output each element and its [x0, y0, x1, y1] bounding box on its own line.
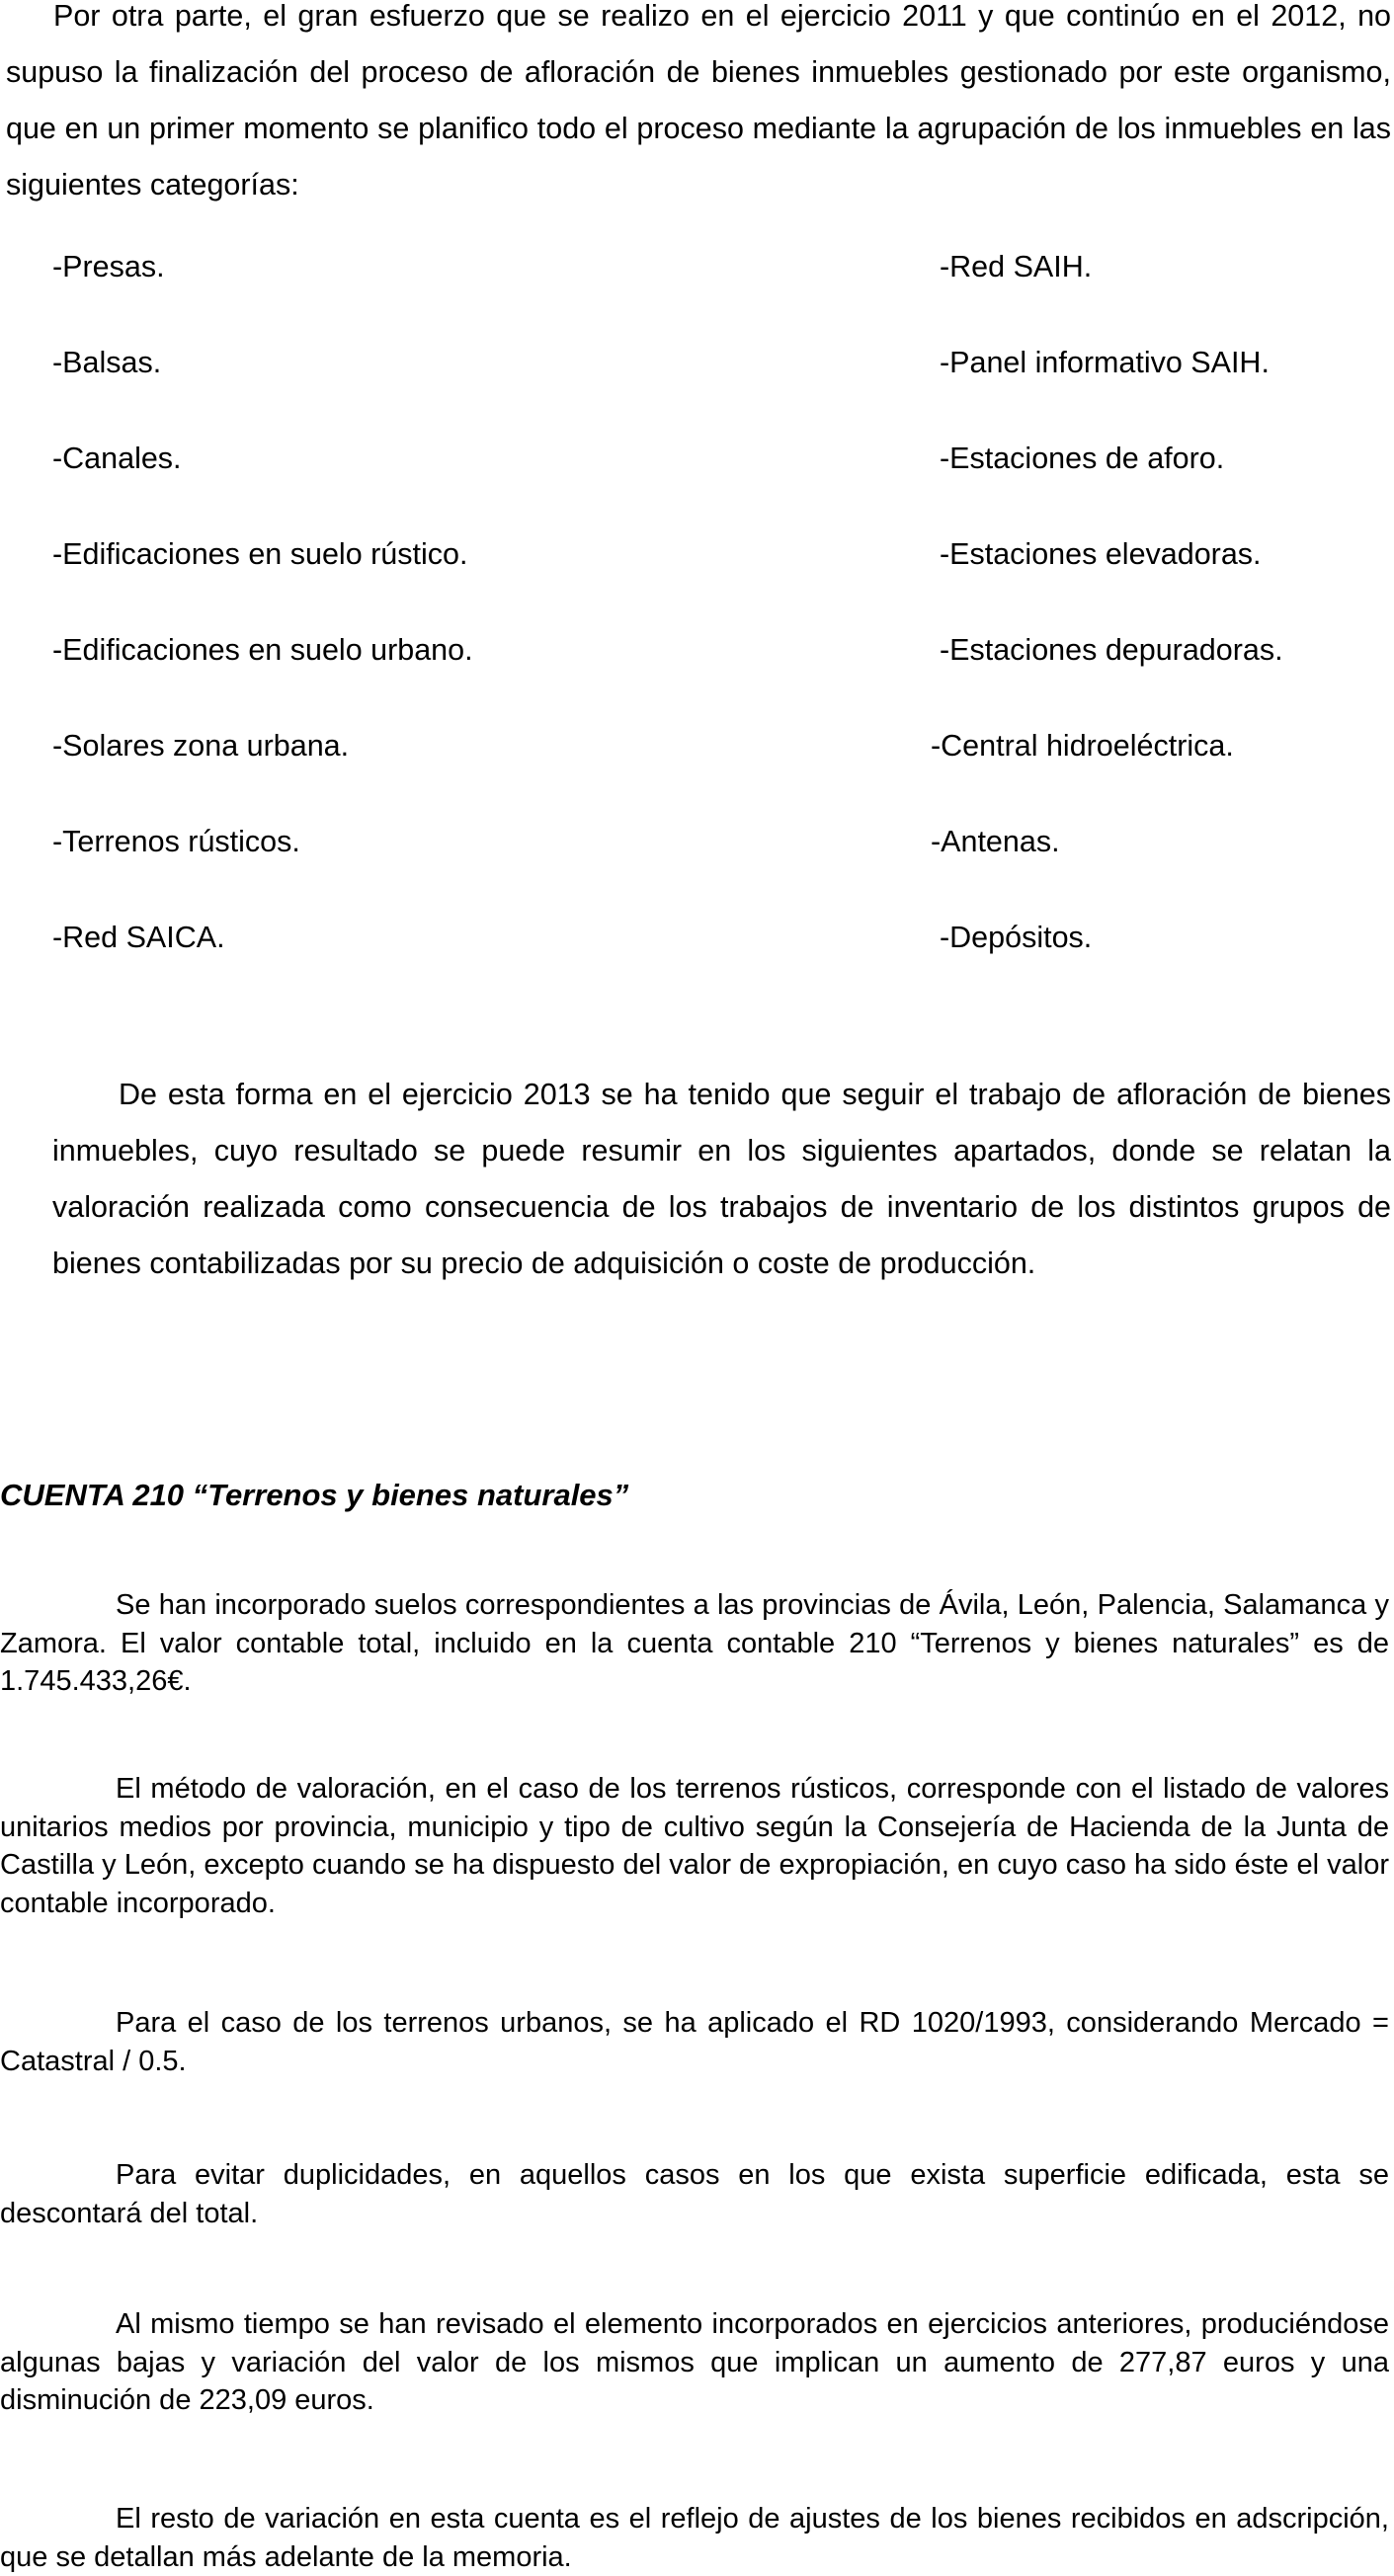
category-item-canales: -Canales.	[52, 442, 182, 475]
category-item-red-saica: -Red SAICA.	[52, 921, 225, 954]
category-item-antenas: -Antenas.	[931, 825, 1060, 858]
category-item-balsas: -Balsas.	[52, 346, 162, 379]
category-item-estaciones-elevadoras: -Estaciones elevadoras.	[940, 537, 1262, 571]
category-item-terrenos-rusticos: -Terrenos rústicos.	[52, 825, 300, 858]
category-item-edificaciones-rustico: -Edificaciones en suelo rústico.	[52, 537, 468, 571]
category-item-central-hidroelectrica: -Central hidroeléctrica.	[931, 729, 1234, 763]
section-paragraph-6: El resto de variación en esta cuenta es el reflejo de ajustes de los bienes recibidos en adscripción, que se detallan más adelante de la memoria.	[0, 2503, 1389, 2573]
section-paragraph-3: Para el caso de los terrenos urbanos, se ha aplicado el RD 1020/1993, considerando Mercado = Catastral / 0.5.	[0, 2007, 1389, 2077]
category-item-panel-saih: -Panel informativo SAIH.	[940, 346, 1270, 379]
category-item-edificaciones-urbano: -Edificaciones en suelo urbano.	[52, 633, 473, 667]
category-list	[0, 247, 1394, 1017]
category-item-depositos: -Depósitos.	[940, 921, 1093, 954]
category-item-estaciones-aforo: -Estaciones de aforo.	[940, 442, 1225, 475]
summary-paragraph: De esta forma en el ejercicio 2013 se ha tenido que seguir el trabajo de afloración de bienes inmuebles, cuyo resultado se puede resumir en los siguientes apartados, donde se relatan la valoración realizada como consecuencia de los trabajos de inventario de los distintos grupos de bienes contabilizadas por su precio de adquisición o coste de producción.	[52, 1078, 1391, 1280]
category-item-presas: -Presas.	[52, 250, 165, 283]
intro-paragraph: Por otra parte, el gran esfuerzo que se realizo en el ejercicio 2011 y que continúo en el 2012, no supuso la finalización del proceso de afloración de bienes inmuebles gestionado por este organismo, que en un primer momento se planifico todo el proceso mediante la agrupación de los inmuebles en las siguientes categorías:	[6, 0, 1391, 201]
category-item-estaciones-depuradoras: -Estaciones depuradoras.	[940, 633, 1283, 667]
section-paragraph-5: Al mismo tiempo se han revisado el elemento incorporados en ejercicios anteriores, produciéndose algunas bajas y variación del valor de los mismos que implican un aumento de 277,87 euros y una disminución de 223,09 euros.	[0, 2308, 1389, 2416]
section-paragraph-1: Se han incorporado suelos correspondientes a las provincias de Ávila, León, Palencia, Salamanca y Zamora. El valor contable total, incluido en la cuenta contable 210 “Terrenos y bienes naturales” es de 1.745.433,26€.	[0, 1589, 1389, 1697]
section-paragraph-2: El método de valoración, en el caso de los terrenos rústicos, corresponde con el listado de valores unitarios medios por provincia, municipio y tipo de cultivo según la Consejería de Hacienda de la Junta de Castilla y León, excepto cuando se ha dispuesto del valor de expropiación, en cuyo caso ha sido éste el valor contable incorporado.	[0, 1773, 1389, 1919]
section-heading: CUENTA 210 “Terrenos y bienes naturales”	[0, 1478, 629, 1512]
section-paragraph-4: Para evitar duplicidades, en aquellos casos en los que exista superficie edificada, esta se descontará del total.	[0, 2159, 1389, 2229]
category-item-solares: -Solares zona urbana.	[52, 729, 350, 763]
category-item-red-saih: -Red SAIH.	[940, 250, 1093, 283]
